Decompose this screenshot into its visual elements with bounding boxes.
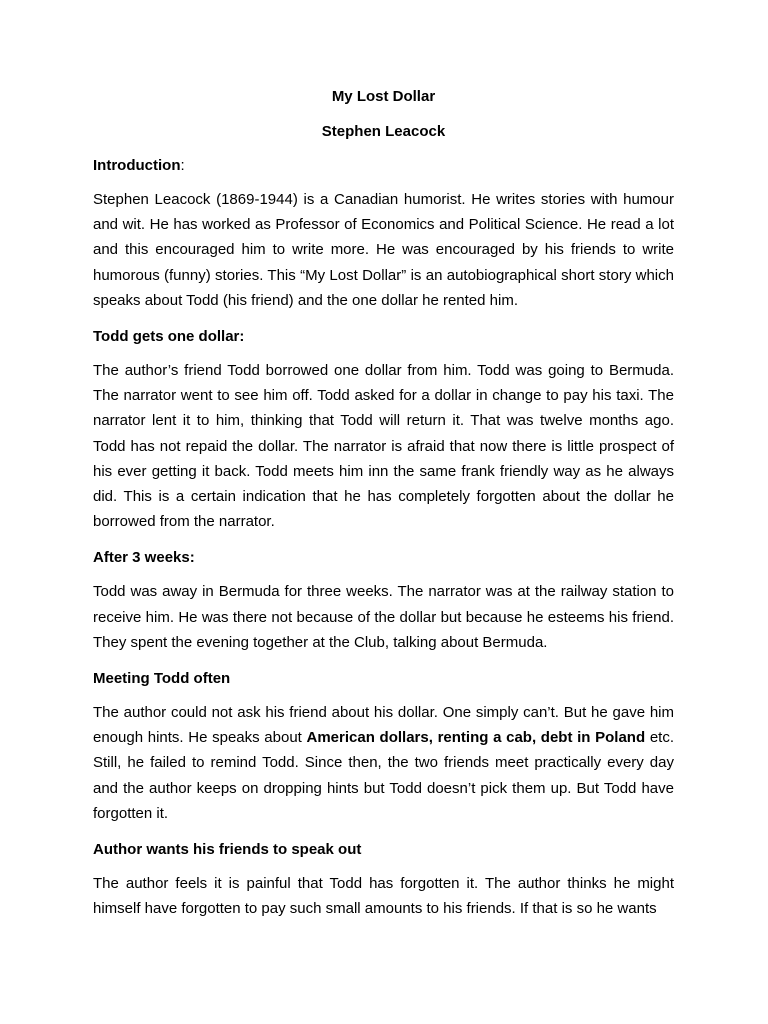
section-heading-meeting-todd [93, 668, 674, 689]
section-heading-text: Meeting Todd often [93, 670, 231, 688]
paragraph-text-after: etc. Still, he failed to remind Todd. Since then, the two friends meet practically every day and the author keeps on dropping hints but Todd doesn’t pick them up. But Todd have forgotten it. [93, 729, 674, 822]
section-heading-text: Todd gets one dollar: [93, 328, 245, 346]
section-heading-todd-gets-dollar [93, 326, 674, 347]
section-heading-text: Author wants his friends to speak out [93, 841, 362, 859]
document-body [93, 86, 674, 921]
section-heading-suffix: : [180, 157, 185, 174]
section-paragraph-author-wants: The author feels it is painful that Todd has forgotten it. The author thinks he might himself have forgotten to pay such small amounts to his friends. If that is so he wants [93, 875, 674, 918]
document-title: My Lost Dollar [331, 88, 436, 105]
section-heading-author-wants [93, 839, 674, 860]
section-paragraph-meeting-todd [93, 700, 674, 826]
section-heading-text: Introduction [93, 157, 181, 174]
section-heading-after-3-weeks [93, 547, 674, 568]
section-paragraph-introduction: Stephen Leacock (1869-1944) is a Canadian humorist. He writes stories with humour and wit. He has worked as Professor of Economics and Political Science. He read a lot and this encouraged him to write more. He was encouraged by his friends to write humorous (funny) stories. This “My Lost Dollar” is an autobiographical short story which speaks about Todd (his friend) and the one dollar he rented him. [93, 191, 674, 309]
section-paragraph-after-3-weeks: Todd was away in Bermuda for three weeks. The narrator was at the railway station to receive him. He was there not because of the dollar but because he esteems his friend. They spent the evening together at the Club, talking about Bermuda. [93, 583, 674, 651]
document-author: Stephen Leacock [321, 123, 446, 140]
section-heading-introduction [93, 155, 674, 176]
paragraph-emphasis: American dollars, renting a cab, debt in Poland [306, 729, 646, 747]
paragraph-text-before: The author could not ask his friend about his dollar. One simply can’t. But he gave him enough hints. He speaks about [93, 704, 674, 747]
section-paragraph-todd-gets-dollar: The author’s friend Todd borrowed one dollar from him. Todd was going to Bermuda. The narrator went to see him off. Todd asked for a dollar in change to pay his taxi. The narrator lent it to him, thinking that Todd will return it. That was twelve months ago. Todd has not repaid the dollar. The narrator is afraid that now there is little prospect of his ever getting it back. Todd meets him inn the same frank friendly way as he always did. This is a certain indication that he has completely forgotten about the dollar he borrowed from the narrator. [93, 362, 674, 531]
section-heading-text: After 3 weeks: [93, 549, 195, 567]
